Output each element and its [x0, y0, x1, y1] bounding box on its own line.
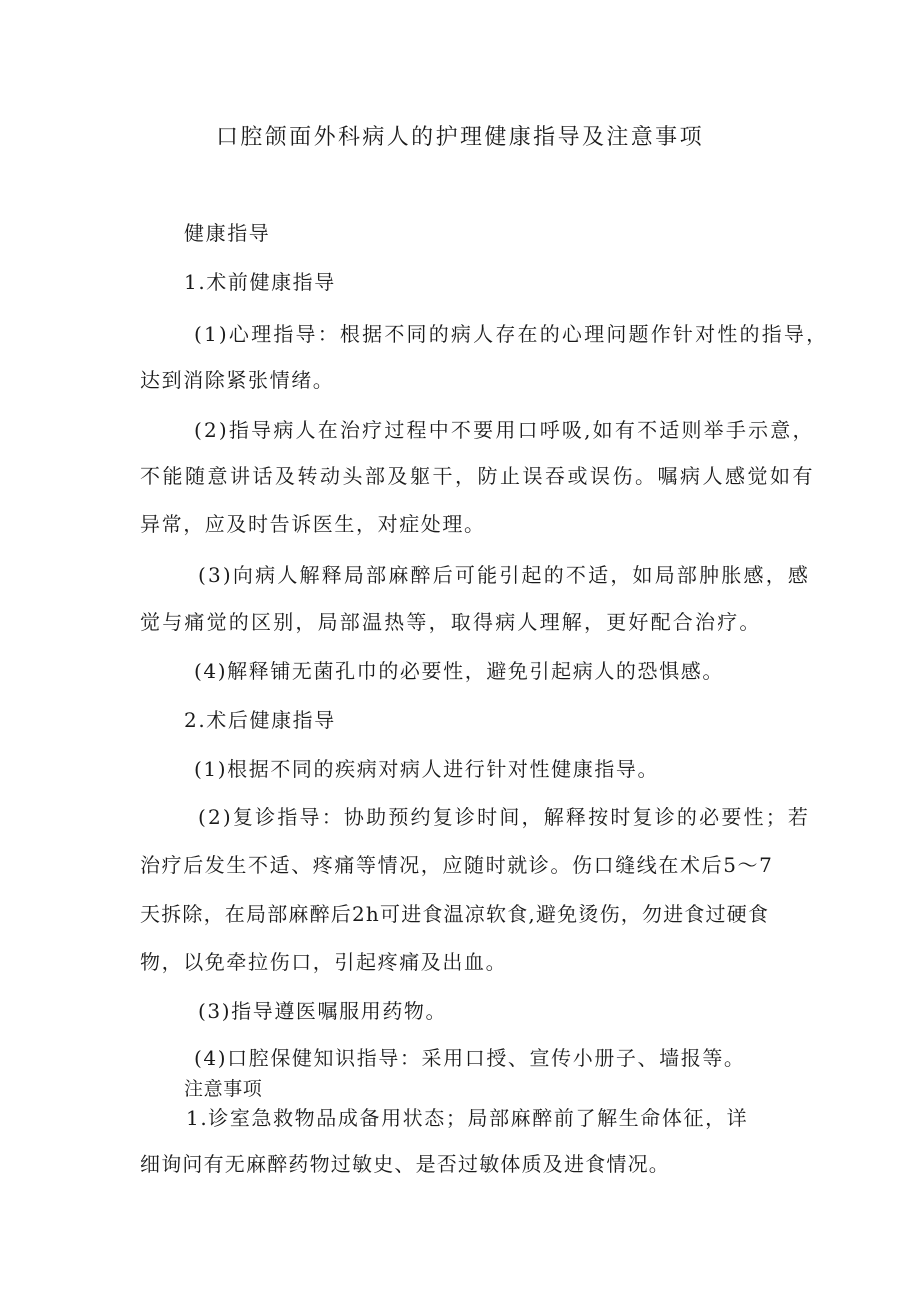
paragraph-line: 不能随意讲话及转动头部及躯干，防止误吞或误伤。嘱病人感觉如有 — [140, 464, 815, 488]
paragraph-line: (3)指导遵医嘱服用药物。 — [198, 999, 448, 1023]
document-title: 口腔颌面外科病人的护理健康指导及注意事项 — [215, 125, 704, 150]
paragraph-line: (3)向病人解释局部麻醉后可能引起的不适，如局部肿胀感，感 — [198, 563, 811, 587]
subsection-heading-postop: 2.术后健康指导 — [184, 708, 336, 732]
paragraph-line: (1)心理指导：根据不同的病人存在的心理问题作针对性的指导， — [194, 322, 829, 346]
paragraph-line: 达到消除紧张情绪。 — [140, 368, 335, 392]
paragraph-line: (1)根据不同的疾病对病人进行针对性健康指导。 — [194, 757, 660, 781]
paragraph-line: (2)指导病人在治疗过程中不要用口呼吸,如有不适则举手示意， — [194, 418, 815, 442]
paragraph-line: 异常，应及时告诉医生，对症处理。 — [140, 512, 486, 536]
paragraph-line: 治疗后发生不适、疼痛等情况，应随时就诊。伤口缝线在术后5～7 — [140, 853, 774, 877]
paragraph-line: (4)解释铺无菌孔巾的必要性，避免引起病人的恐惧感。 — [194, 659, 724, 683]
paragraph-line: 天拆除，在局部麻醉后2h可进食温凉软食,避免烫伤，勿进食过硬食 — [140, 902, 770, 926]
paragraph-line: 细询问有无麻醉药物过敏史、是否过敏体质及进食情况。 — [140, 1152, 670, 1176]
paragraph-line: 物，以免牵拉伤口，引起疼痛及出血。 — [140, 950, 508, 974]
paragraph-line: 1.诊室急救物品成备用状态；局部麻醉前了解生命体征，详 — [186, 1106, 749, 1130]
section-heading-precautions: 注意事项 — [184, 1078, 263, 1100]
paragraph-line: (4)口腔保健知识指导：采用口授、宣传小册子、墙报等。 — [194, 1046, 746, 1070]
section-heading-health-guidance: 健康指导 — [184, 221, 271, 245]
paragraph-line: 觉与痛觉的区别，局部温热等，取得病人理解，更好配合治疗。 — [140, 610, 762, 634]
subsection-heading-preop: 1.术前健康指导 — [184, 270, 336, 294]
paragraph-line: (2)复诊指导：协助预约复诊时间，解释按时复诊的必要性；若 — [198, 805, 811, 829]
